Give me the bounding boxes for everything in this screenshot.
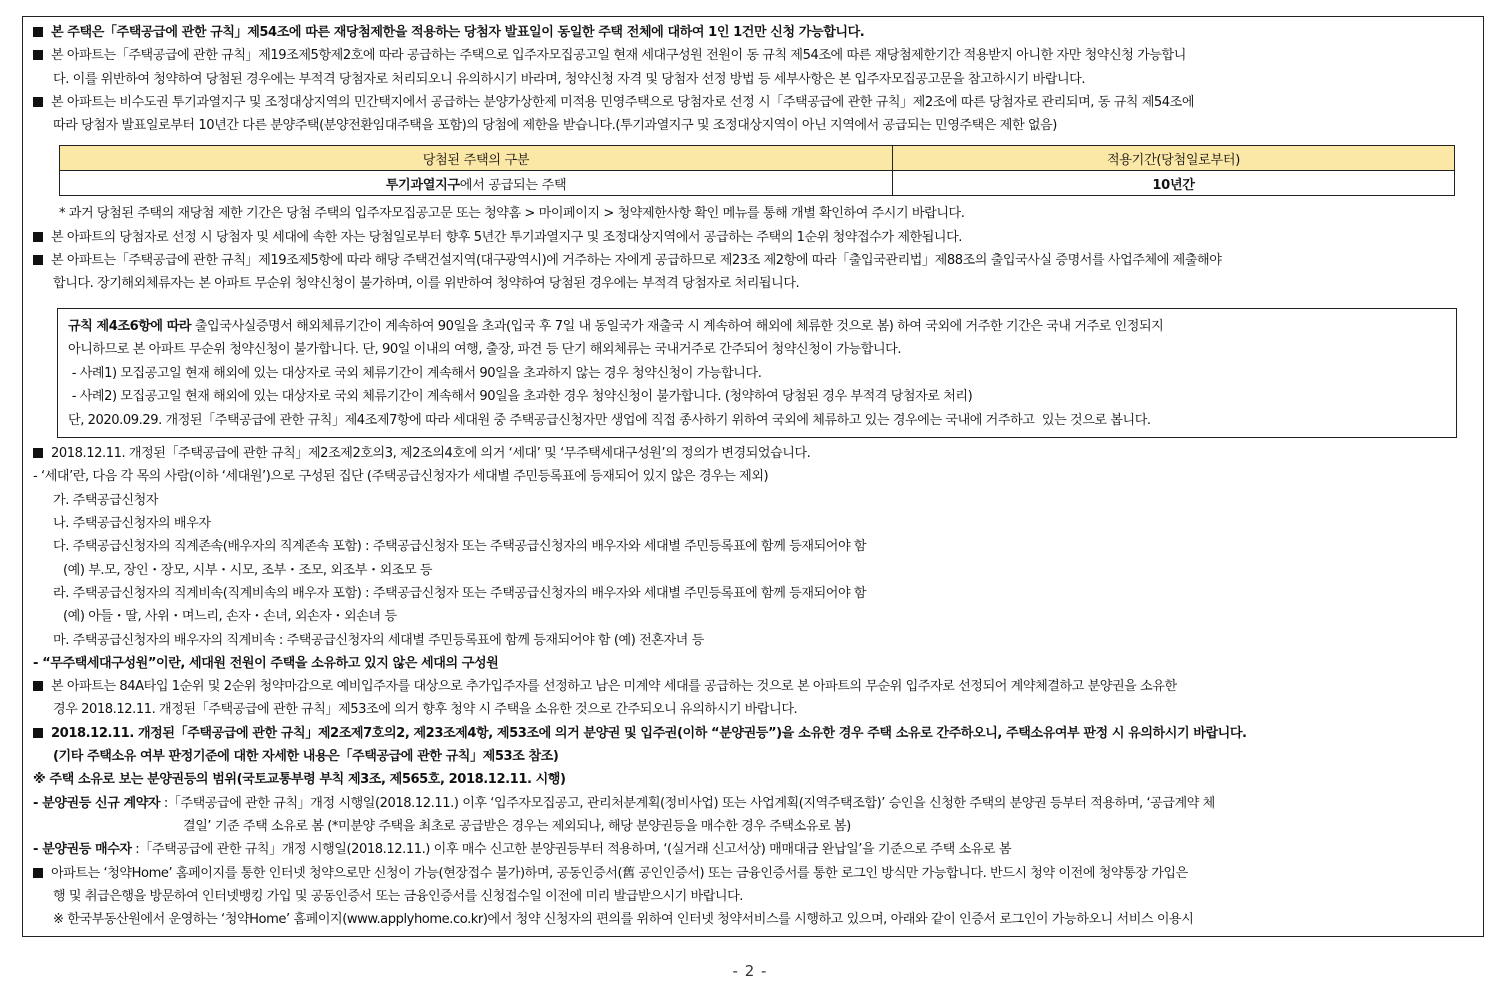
text-line <box>33 792 1479 815</box>
text-line <box>33 21 1479 44</box>
line-text: 본 아파트는 비수도권 투기과열지구 및 조정대상지역의 민간택지에서 공급하는 분양가상한제 미적용 민영주택으로 당첨자로 선정 시「주택공급에 관한 규칙」제2조에 따른 당첨자로 관리되며, 동 규칙 제54조에 <box>51 94 1195 110</box>
line-bold-prefix: - 분양권등 매수자 <box>33 842 132 858</box>
text-line <box>33 91 1479 114</box>
text-line <box>33 249 1479 272</box>
square-bullet-icon <box>33 50 43 60</box>
text-line <box>33 629 1479 652</box>
line-text: (예) 아들・딸, 사위・며느리, 손자・손녀, 외손자・외손녀 등 <box>63 609 397 625</box>
line-text: 행 및 취급은행을 방문하여 인터넷뱅킹 가입 및 공동인증서 또는 금융인증서를 신청접수일 이전에 미리 발급받으시기 바랍니다. <box>53 888 744 904</box>
square-bullet-icon <box>33 681 43 691</box>
document-content <box>33 21 1479 931</box>
text-line <box>33 582 1479 605</box>
text-line <box>33 465 1479 488</box>
line-text: - ‘세대’란, 다음 각 목의 사람(이하 ‘세대원’)으로 구성된 집단 (주택공급신청자가 세대별 주민등록표에 등재되어 있지 않은 경우는 제외) <box>33 469 769 485</box>
line-text: ※ 한국부동산원에서 운영하는 ‘청약Home’ 홈페이지(www.applyhome.co.kr)에서 청약 신청자의 편의를 위하여 인터넷 청약서비스를 시행하고 있으며, 아래와 같이 인증서 로그인이 가능하오니 서비스 이용시 <box>53 912 1194 928</box>
line-text: 따라 당첨자 발표일로부터 10년간 다른 분양주택(분양전환임대주택을 포함)의 당첨에 제한을 받습니다.(투기과열지구 및 조정대상지역이 아닌 지역에서 공급되는 민영주택은 제한 없음) <box>53 118 1057 134</box>
line-text: 다. 주택공급신청자의 직계존속(배우자의 직계존속 포함) : 주택공급신청자 또는 주택공급신청자의 배우자와 세대별 주민등록표에 함께 등재되어야 함 <box>53 539 867 555</box>
box-bold-lead: 규칙 제4조6항에 따라 <box>68 318 192 334</box>
text-line <box>33 768 1479 791</box>
text-line <box>33 512 1479 535</box>
line-text: (기타 주택소유 여부 판정기준에 대한 자세한 내용은「주택공급에 관한 규칙」제53조 참조) <box>53 749 559 765</box>
page-number: - 2 - <box>732 962 768 980</box>
document-frame <box>22 16 1484 937</box>
square-bullet-icon <box>33 868 43 878</box>
restriction-period-table <box>59 145 1455 196</box>
line-text: 마. 주택공급신청자의 배우자의 직계비속 : 주택공급신청자의 세대별 주민등록표에 함께 등재되어야 함 (예) 전혼자녀 등 <box>53 632 704 648</box>
table-header-row <box>60 146 1455 171</box>
section-notes <box>33 202 1479 295</box>
line-text: 다. 이를 위반하여 청약하여 당첨된 경우에는 부적격 당첨자로 처리되오니 유의하시기 바라며, 청약신청 자격 및 당첨자 선정 방법 등 세부사항은 본 입주자모집공고문을 참고하시기 바랍니다. <box>53 71 1086 87</box>
line-text: :「주택공급에 관한 규칙」개정 시행일(2018.12.11.) 이후 ‘입주자모집공고, 관리처분계획(정비사업) 또는 사업계획(지역주택조합)’ 승인을 신청한 주택의 분양권 등부터 적용하며, ‘공급계약 체 <box>160 795 1215 811</box>
table-cell-category <box>60 171 893 196</box>
line-text: :「주택공급에 관한 규칙」개정 시행일(2018.12.11.) 이후 매수 신고한 분양권등부터 적용하며, ‘(실거래 신고서상) 매매대금 완납일’을 기준으로 주택 소유로 봄 <box>131 842 1012 858</box>
text-line <box>33 908 1479 931</box>
text-line <box>33 745 1479 768</box>
text-line <box>33 114 1479 137</box>
square-bullet-icon <box>33 97 43 107</box>
line-text: 본 아파트는「주택공급에 관한 규칙」제19조제5항에 따라 해당 주택건설지역(대구광역시)에 거주하는 자에게 공급하므로 제23조 제2항에 따라「출입국관리법」제88조의 출입국사실 증명서를 사업주체에 제출해야 <box>51 253 1222 269</box>
text-line <box>33 442 1479 465</box>
text-line <box>33 226 1479 249</box>
square-bullet-icon <box>33 255 43 265</box>
line-text: 2018.12.11. 개정된「주택공급에 관한 규칙」제2조제7호의2, 제23조제4항, 제53조에 의거 분양권 및 입주권(이하 “분양권등”)을 소유한 경우 주택 소유로 간주하오니, 주택소유여부 판정 시 유의하시기 바랍니다. <box>51 725 1247 741</box>
square-bullet-icon <box>33 728 43 738</box>
line-text: 2018.12.11. 개정된「주택공급에 관한 규칙」제2조제2호의3, 제2조의4호에 의거 ‘세대’ 및 ‘무주택세대구성원’의 정의가 변경되었습니다. <box>51 446 811 462</box>
table-cell-bold: 투기과열지구 <box>385 177 460 193</box>
line-text: 가. 주택공급신청자 <box>53 492 159 508</box>
line-text: 본 아파트의 당첨자로 선정 시 당첨자 및 세대에 속한 자는 당첨일로부터 향후 5년간 투기과열지구 및 조정대상지역에서 공급하는 주택의 1순위 청약접수가 제한됩니다. <box>51 229 963 245</box>
line-text: ※ 주택 소유로 보는 분양권등의 범위(국토교통부령 부칙 제3조, 제565호, 2018.12.11. 시행) <box>33 772 566 788</box>
text-line <box>33 675 1479 698</box>
table-cell-period: 10년간 <box>893 171 1455 196</box>
table-row <box>60 171 1455 196</box>
text-line <box>33 605 1479 628</box>
text-line <box>33 885 1479 908</box>
table-header-category: 당첨된 주택의 구분 <box>60 146 893 171</box>
text-line <box>33 44 1479 67</box>
text-line <box>33 68 1479 91</box>
box-line: 아니하므로 본 아파트 무순위 청약신청이 불가합니다. 단, 90일 이내의 여행, 출장, 파견 등 단기 해외체류는 국내거주로 간주되어 청약신청이 가능합니다. <box>68 342 902 358</box>
text-line <box>33 272 1479 295</box>
line-text: 라. 주택공급신청자의 직계비속(직계비속의 배우자 포함) : 주택공급신청자 또는 주택공급신청자의 배우자와 세대별 주민등록표에 함께 등재되어야 함 <box>53 585 867 601</box>
line-text: 본 아파트는「주택공급에 관한 규칙」제19조제5항제2호에 따라 공급하는 주택으로 입주자모집공고일 현재 세대구성원 전원이 동 규칙 제54조에 따른 재당첨제한기간 적용받지 아니한 자만 청약신청 가능합니 <box>51 48 1186 64</box>
text-line <box>33 722 1479 745</box>
box-line: 단, 2020.09.29. 개정된「주택공급에 관한 규칙」제4조제7항에 따라 세대원 중 주택공급신청자만 생업에 직접 종사하기 위하여 국외에 체류하고 있는 경우에는 국내에 거주하고 있는 것으로 봅니다. <box>68 412 1151 428</box>
line-text: * 과거 당첨된 주택의 재당첨 제한 기간은 당첨 주택의 입주자모집공고문 또는 청약홈 > 마이페이지 > 청약제한사항 확인 메뉴를 통해 개별 확인하여 주시기 바랍니다. <box>59 206 965 222</box>
text-line <box>33 535 1479 558</box>
square-bullet-icon <box>33 448 43 458</box>
square-bullet-icon <box>33 232 43 242</box>
line-text: (예) 부.모, 장인・장모, 시부・시모, 조부・조모, 외조부・외조모 등 <box>63 562 433 578</box>
text-line <box>33 862 1479 885</box>
box-lines <box>68 338 1446 432</box>
text-line <box>33 559 1479 582</box>
line-text: 본 주택은「주택공급에 관한 규칙」제54조에 따른 재당첨제한을 적용하는 당첨자 발표일이 동일한 주택 전체에 대하여 1인 1건만 신청 가능합니다. <box>51 25 865 40</box>
section-household-definition <box>33 442 1479 931</box>
line-text: 결일’ 기준 주택 소유로 봄 (*미분양 주택을 최초로 공급받은 경우는 제외되나, 해당 분양권등을 매수한 경우 주택소유로 봄) <box>183 818 851 834</box>
line-text: 경우 2018.12.11. 개정된「주택공급에 관한 규칙」제53조에 의거 향후 청약 시 주택을 소유한 것으로 간주되오니 유의하시기 바랍니다. <box>53 702 798 718</box>
section-winning-restriction <box>33 21 1479 137</box>
box-line <box>68 315 1446 339</box>
text-line <box>33 815 1479 838</box>
box-lead-rest: 출입국사실증명서 해외체류기간이 계속하여 90일을 초과(입국 후 7일 내 동일국가 재출국 시 계속하여 해외에 체류한 것으로 봄) 하여 국외에 거주한 기간은 국내 거주로 인정되지 <box>191 318 1164 334</box>
text-line <box>33 489 1479 512</box>
text-line <box>33 698 1479 721</box>
line-text: 나. 주택공급신청자의 배우자 <box>53 516 211 532</box>
line-bold-prefix: - 분양권등 신규 계약자 <box>33 795 161 811</box>
square-bullet-icon <box>33 27 43 37</box>
table-cell-rest: 에서 공급되는 주택 <box>459 177 567 193</box>
text-line <box>33 652 1479 675</box>
line-text: 합니다. 장기해외체류자는 본 아파트 무순위 청약신청이 불가하며, 이를 위반하여 청약하여 당첨된 경우에는 부적격 당첨자로 처리됩니다. <box>53 276 800 292</box>
table-header-period: 적용기간(당첨일로부터) <box>893 146 1455 171</box>
overseas-stay-box <box>57 308 1457 439</box>
line-text: 본 아파트는 84A타입 1순위 및 2순위 청약마감으로 예비입주자를 대상으로 추가입주자를 선정하고 남은 미계약 세대를 공급하는 것으로 본 아파트의 무순위 입주자로 선정되어 계약체결하고 분양권을 소유한 <box>51 679 1177 695</box>
box-line: - 사례1) 모집공고일 현재 해외에 있는 대상자로 국외 체류기간이 계속해서 90일을 초과하지 않는 경우 청약신청이 가능합니다. <box>68 365 762 381</box>
line-text: - “무주택세대구성원”이란, 세대원 전원이 주택을 소유하고 있지 않은 세대의 구성원 <box>33 655 499 671</box>
text-line <box>33 838 1479 861</box>
box-line: - 사례2) 모집공고일 현재 해외에 있는 대상자로 국외 체류기간이 계속해서 90일을 초과한 경우 청약신청이 불가합니다. (청약하여 당첨된 경우 부적격 당첨자로 처리) <box>68 389 973 405</box>
line-text: 아파트는 ‘청약Home’ 홈페이지를 통한 인터넷 청약으로만 신청이 가능(현장접수 불가)하며, 공동인증서(舊 공인인증서) 또는 금융인증서를 통한 로그인 방식만 가능합니다. 반드시 청약 이전에 청약통장 가입은 <box>51 865 1188 881</box>
text-line <box>33 202 1479 225</box>
